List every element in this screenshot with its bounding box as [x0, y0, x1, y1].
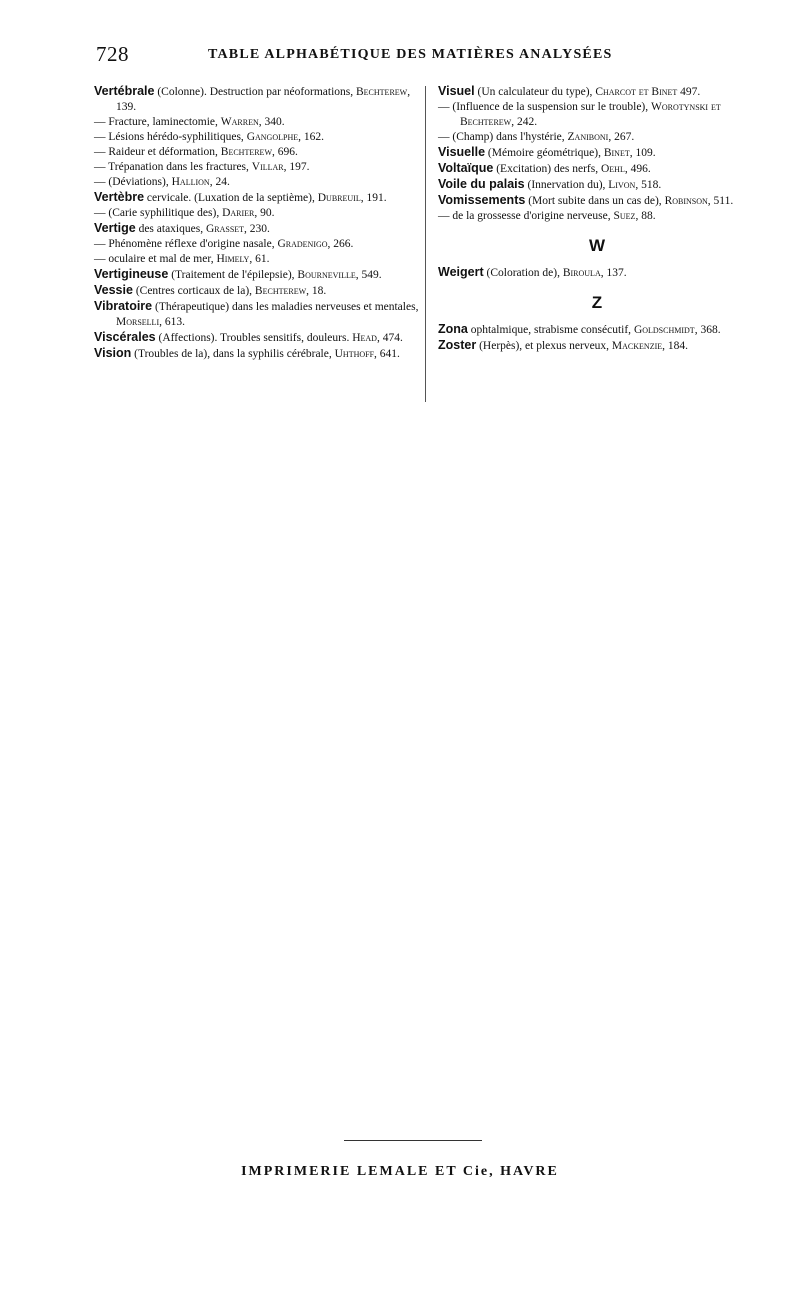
index-entry: [94, 221, 422, 237]
entry-term: Visuel: [438, 84, 475, 98]
entry-author: Goldschmidt: [633, 324, 695, 336]
entry-ref: , 496.: [624, 163, 651, 175]
index-entry: [94, 145, 422, 160]
index-entry: [438, 161, 756, 177]
right-column: [438, 84, 756, 354]
entry-ref: , 162.: [298, 131, 324, 143]
index-entry: [438, 84, 756, 100]
index-entry: [94, 160, 422, 175]
entry-author: Grasset: [205, 223, 245, 235]
entry-author: Gradenigo: [277, 238, 328, 250]
index-entry: [94, 130, 422, 145]
entry-text: — (Champ) dans l'hystérie,: [438, 131, 568, 143]
entry-ref: , 18.: [306, 285, 327, 297]
entry-term: Viscérales: [94, 330, 156, 344]
entry-author: Oehl: [600, 163, 625, 175]
entry-text: (Mémoire géométrique),: [485, 147, 604, 159]
index-entry: [94, 299, 422, 330]
entry-author: Bechterew: [220, 146, 272, 158]
entry-ref: , 139.: [116, 86, 411, 113]
entry-term: Voltaïque: [438, 161, 494, 175]
entry-ref: , 109.: [629, 147, 656, 159]
entry-author: Livon: [608, 179, 636, 191]
index-entry: [438, 130, 756, 145]
index-entry: [438, 265, 756, 281]
index-entry: [94, 175, 422, 190]
entry-text: (Herpès), et plexus nerveux,: [476, 340, 612, 352]
entry-ref: , 137.: [600, 267, 627, 279]
entry-text: (Troubles de la), dans la syphilis cérébrale,: [131, 348, 335, 360]
index-entry: [94, 267, 422, 283]
entry-author: Dubreuil: [317, 192, 361, 204]
entry-text: — (Carie syphilitique des),: [94, 207, 223, 219]
entry-author: Worotynski et Bechterew: [460, 101, 721, 128]
entry-ref: , 61.: [249, 253, 270, 265]
entry-author: Charcot et Binet: [595, 86, 678, 98]
entry-text: (Un calculateur du type),: [474, 86, 596, 98]
entry-text: (Innervation du),: [524, 179, 609, 191]
entry-ref: , 90.: [254, 207, 275, 219]
entry-text: — oculaire et mal de mer,: [94, 253, 217, 265]
entry-author: Mackenzie: [611, 340, 663, 352]
entry-text: (Mort subite dans un cas de),: [525, 195, 665, 207]
entry-ref: , 474.: [376, 332, 403, 344]
entry-term: Vomissements: [438, 193, 526, 207]
index-entry: [94, 283, 422, 299]
index-entry: [94, 190, 422, 206]
entry-author: Uhthoff: [334, 348, 375, 360]
section-letter-w: W: [588, 236, 606, 255]
entry-text: — (Déviations),: [94, 176, 172, 188]
entry-author: Himely: [216, 253, 250, 265]
entry-text: des ataxiques,: [135, 223, 206, 235]
entry-ref: , 266.: [327, 238, 354, 250]
entry-ref: , 24.: [209, 176, 230, 188]
entry-term: Vertébrale: [94, 84, 155, 98]
index-entry: [94, 330, 422, 346]
entry-text: — de la grossesse d'origine nerveuse,: [438, 210, 614, 222]
entry-text: (Traitement de l'épilepsie),: [168, 269, 298, 281]
entry-ref: , 184.: [662, 340, 689, 352]
entry-ref: , 267.: [608, 131, 635, 143]
entry-ref: , 641.: [374, 348, 400, 360]
entry-text: — Trépanation dans les fractures,: [94, 161, 252, 173]
entry-author: Zaniboni: [567, 131, 609, 143]
entry-author: Robinson: [664, 195, 708, 207]
index-entry: [94, 206, 422, 221]
entry-text: — Raideur et déformation,: [94, 146, 221, 158]
entry-author: Suez: [613, 210, 636, 222]
entry-text: (Coloration de),: [483, 267, 563, 279]
entry-author: Darier: [222, 207, 255, 219]
entry-term: Weigert: [438, 265, 484, 279]
index-entry: [438, 193, 756, 209]
entry-author: Villar: [251, 161, 284, 173]
entry-term: Vision: [94, 346, 132, 360]
index-entry: [94, 346, 422, 362]
running-title: TABLE ALPHABÉTIQUE DES MATIÈRES ANALYSÉES: [208, 47, 613, 62]
index-entry: [94, 252, 422, 267]
entry-author: Hallion: [171, 176, 210, 188]
entry-ref: , 242.: [511, 116, 538, 128]
entry-text: (Thérapeutique) dans les maladies nerveuses et mentales,: [152, 301, 419, 313]
entry-author: Bourneville: [297, 269, 356, 281]
entry-author: Gangolphe: [246, 131, 299, 143]
entry-text: ophtalmique, strabisme consécutif,: [467, 324, 634, 336]
entry-ref: , 549.: [355, 269, 382, 281]
printer-colophon: IMPRIMERIE LEMALE ET Cie, HAVRE: [241, 1164, 559, 1179]
index-entry: [438, 100, 756, 130]
entry-author: Bechterew: [254, 285, 307, 297]
entry-author: Biroula: [562, 267, 601, 279]
entry-text: (Affections). Troubles sensitifs, douleurs.: [155, 332, 353, 344]
entry-text: — Lésions hérédo-syphilitiques,: [94, 131, 247, 143]
entry-term: Voile du palais: [438, 177, 525, 191]
entry-ref: , 340.: [258, 116, 285, 128]
index-entry: [438, 177, 756, 193]
entry-text: (Colonne). Destruction par néoformations,: [154, 86, 356, 98]
entry-ref: , 696.: [272, 146, 298, 158]
entry-ref: , 88.: [635, 210, 656, 222]
entry-author: Binet: [603, 147, 630, 159]
entry-term: Visuelle: [438, 145, 486, 159]
index-entry: [438, 145, 756, 161]
entry-ref: , 230.: [244, 223, 270, 235]
entry-term: Vertigineuse: [94, 267, 169, 281]
entry-author: Head: [352, 332, 377, 344]
index-entry: [438, 338, 756, 354]
index-entry: [94, 237, 422, 252]
entry-ref: , 191.: [360, 192, 387, 204]
entry-author: Morselli: [116, 316, 160, 328]
section-letter-z: Z: [591, 293, 603, 312]
entry-text: cervicale. (Luxation de la septième),: [144, 192, 318, 204]
entry-term: Vibratoire: [94, 299, 153, 313]
left-column: [94, 84, 422, 362]
entry-ref: , 511.: [707, 195, 734, 207]
entry-term: Vertèbre: [94, 190, 145, 204]
entry-term: Zona: [438, 322, 468, 336]
index-entry: [438, 322, 756, 338]
entry-ref: , 368.: [694, 324, 721, 336]
entry-term: Zoster: [438, 338, 477, 352]
entry-text: (Centres corticaux de la),: [132, 285, 255, 297]
index-entry: [94, 115, 422, 130]
entry-ref: 497.: [677, 86, 701, 98]
entry-term: Vessie: [94, 283, 133, 297]
entry-text: (Excitation) des nerfs,: [493, 163, 601, 175]
entry-text: — Phénomène réflexe d'origine nasale,: [94, 238, 278, 250]
entry-ref: , 613.: [159, 316, 185, 328]
index-entry: [94, 84, 422, 115]
entry-author: Warren: [220, 116, 259, 128]
entry-ref: , 197.: [283, 161, 310, 173]
colophon-rule: [344, 1140, 482, 1141]
entry-ref: , 518.: [635, 179, 662, 191]
entry-text: — Fracture, laminectomie,: [94, 116, 221, 128]
column-divider: [425, 86, 426, 402]
page-number: 728: [96, 42, 129, 66]
entry-text: — (Influence de la suspension sur le trouble),: [438, 101, 652, 113]
entry-author: Bechterew: [356, 86, 408, 98]
index-entry: [438, 209, 756, 224]
entry-term: Vertige: [94, 221, 136, 235]
